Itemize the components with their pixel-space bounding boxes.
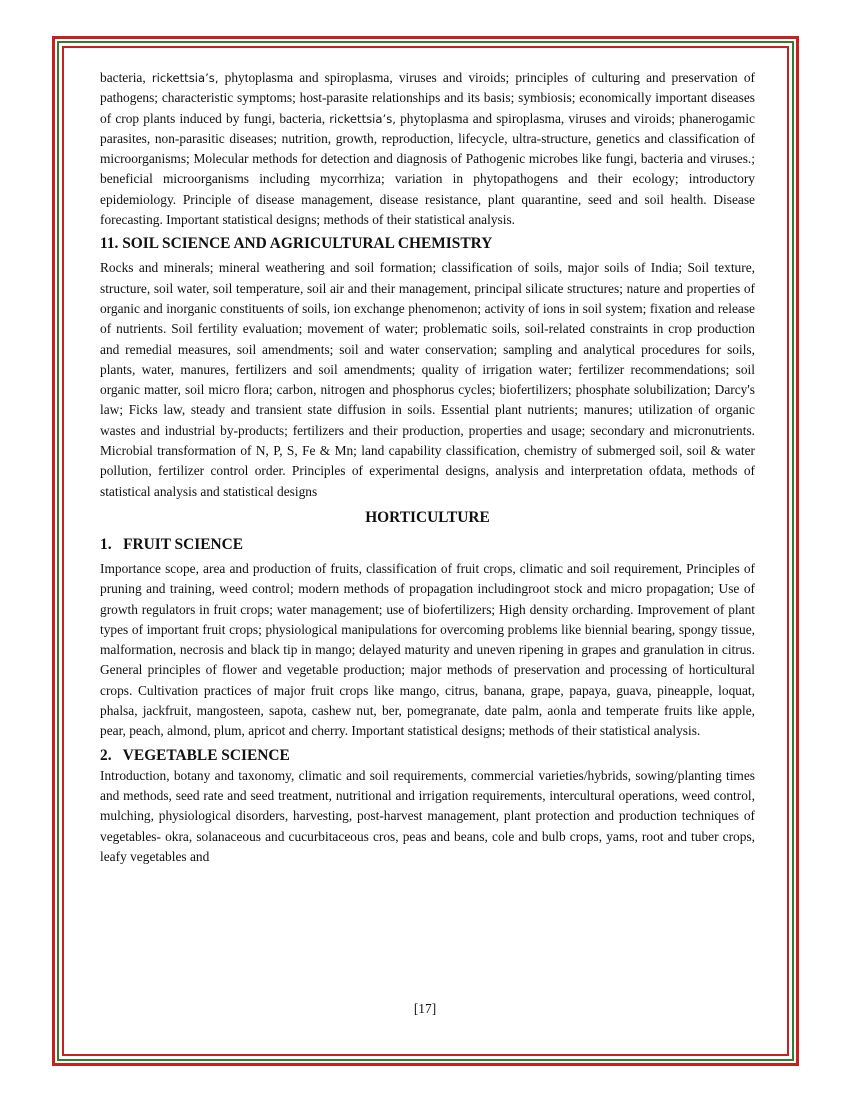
horticulture-heading: HORTICULTURE <box>365 508 490 526</box>
intro-rickettsia-2: rickettsia’s, <box>329 111 396 126</box>
intro-text-3: phytoplasma and spiroplasma, viruses and viroids; phanerogamic parasites, non-parasitic diseases; nutrition, growth, reproduction, lifecycle, ultra-structure, genetics and classification of microorganisms; Molecular methods for detection and diagnosis of Pathogenic microbes like fungi, bacteria and viruses.; beneficial microorganisms including mycorrhiza; variation in phytopathogens and their ecology; introductory epidemiology. Principle of disease management, disease resistance, plant quarantine, seed and soil health. Disease forecasting. Important statistical designs; methods of their statistical analysis. <box>100 110 755 228</box>
fruit-science-heading: 1. FRUIT SCIENCE <box>100 535 243 553</box>
intro-text-1: bacteria, <box>100 70 152 85</box>
intro-paragraph <box>100 68 755 230</box>
fruit-science-paragraph: Importance scope, area and production of fruits, classification of fruit crops, climatic and soil requirement, Principles of pruning and training, weed control; modern methods of propagation includingroot stock and micro propagation; Use of growth regulators in fruit crops; water management; use of biofertilizers; High density orcharding. Improvement of plant types of important fruit crops; physiological manipulations for overcoming problems like biennial bearing, spongy tissue, malformation, necrosis and black tip in mango; delayed maturity and uneven ripening in grapes and granulation in citrus. General principles of flower and vegetable production; major methods of preservation and processing of horticultural crops. Cultivation practices of major fruit crops like mango, citrus, banana, grape, papaya, guava, pineapple, loquat, phalsa, jackfruit, mangosteen, sapota, cashew nut, ber, pomegranate, date palm, aonla and temperate fruits like apple, pear, peach, almond, plum, apricot and cherry. Important statistical designs; methods of their statistical analysis. <box>100 560 755 739</box>
intro-rickettsia-1: rickettsia’s, <box>151 71 219 85</box>
soil-science-heading: 11. SOIL SCIENCE AND AGRICULTURAL CHEMISTRY <box>100 235 493 253</box>
vegetable-science-paragraph: Introduction, botany and taxonomy, climatic and soil requirements, commercial varieties/hybrids, sowing/planting times and methods, seed rate and seed treatment, nutritional and irrigation requirements, intercultural operations, weed control, mulching, physiological disorders, harvesting, post-harvest management, plant protection and production techniques of vegetables- okra, solanaceous and cucurbitaceous cros, peas and beans, cole and bulb crops, yams, root and tuber crops, leafy vegetables and <box>100 767 755 864</box>
page-content <box>100 68 755 867</box>
soil-science-paragraph: Rocks and minerals; mineral weathering and soil formation; classification of soils, major soils of India; Soil texture, structure, soil water, soil temperature, soil air and their management, principal silicate structures; nature and properties of organic and inorganic constituents of soils, ion exchange phenomenon; activity of ions in soil system; fixation and release of nutrients. Soil fertility evaluation; movement of water; problematic soils, soil-related constraints in crop production and remedial measures, soil amendments; soil and water conservation; sampling and analytical procedures for soils, plants, water, manures, fertilizers and soil amendments; quality of irrigation water; fertilizer recommendations; soil organic matter, soil micro flora; carbon, nitrogen and phosphorus cycles; biofertilizers; phosphate solubilization; Darcy's law; Ficks law, steady and transient state diffusion in soils. Essential plant nutrients; manures; utilization of organic wastes and industrial by-products; fertilizers and their production, properties and usage; secondary and micronutrients. Microbial transformation of N, P, S, Fe & Mn; land capability classification, chemistry of submerged soil, soil & water pollution, fertilizer control order. Principles of experimental designs, analysis and interpretation ofdata, methods of statistical analysis and statistical designs <box>100 260 755 499</box>
page-number: [17] <box>413 1001 437 1016</box>
intro-text-2: phytoplasma and spiroplasma, viruses and viroids; principles of culturing and preservation of pathogens; characteristic symptoms; host-parasite relationships and its basis; symbiosis; economically important diseases of crop plants induced by fungi, bacteria, <box>100 70 755 126</box>
vegetable-science-heading: 2. VEGETABLE SCIENCE <box>100 746 290 764</box>
